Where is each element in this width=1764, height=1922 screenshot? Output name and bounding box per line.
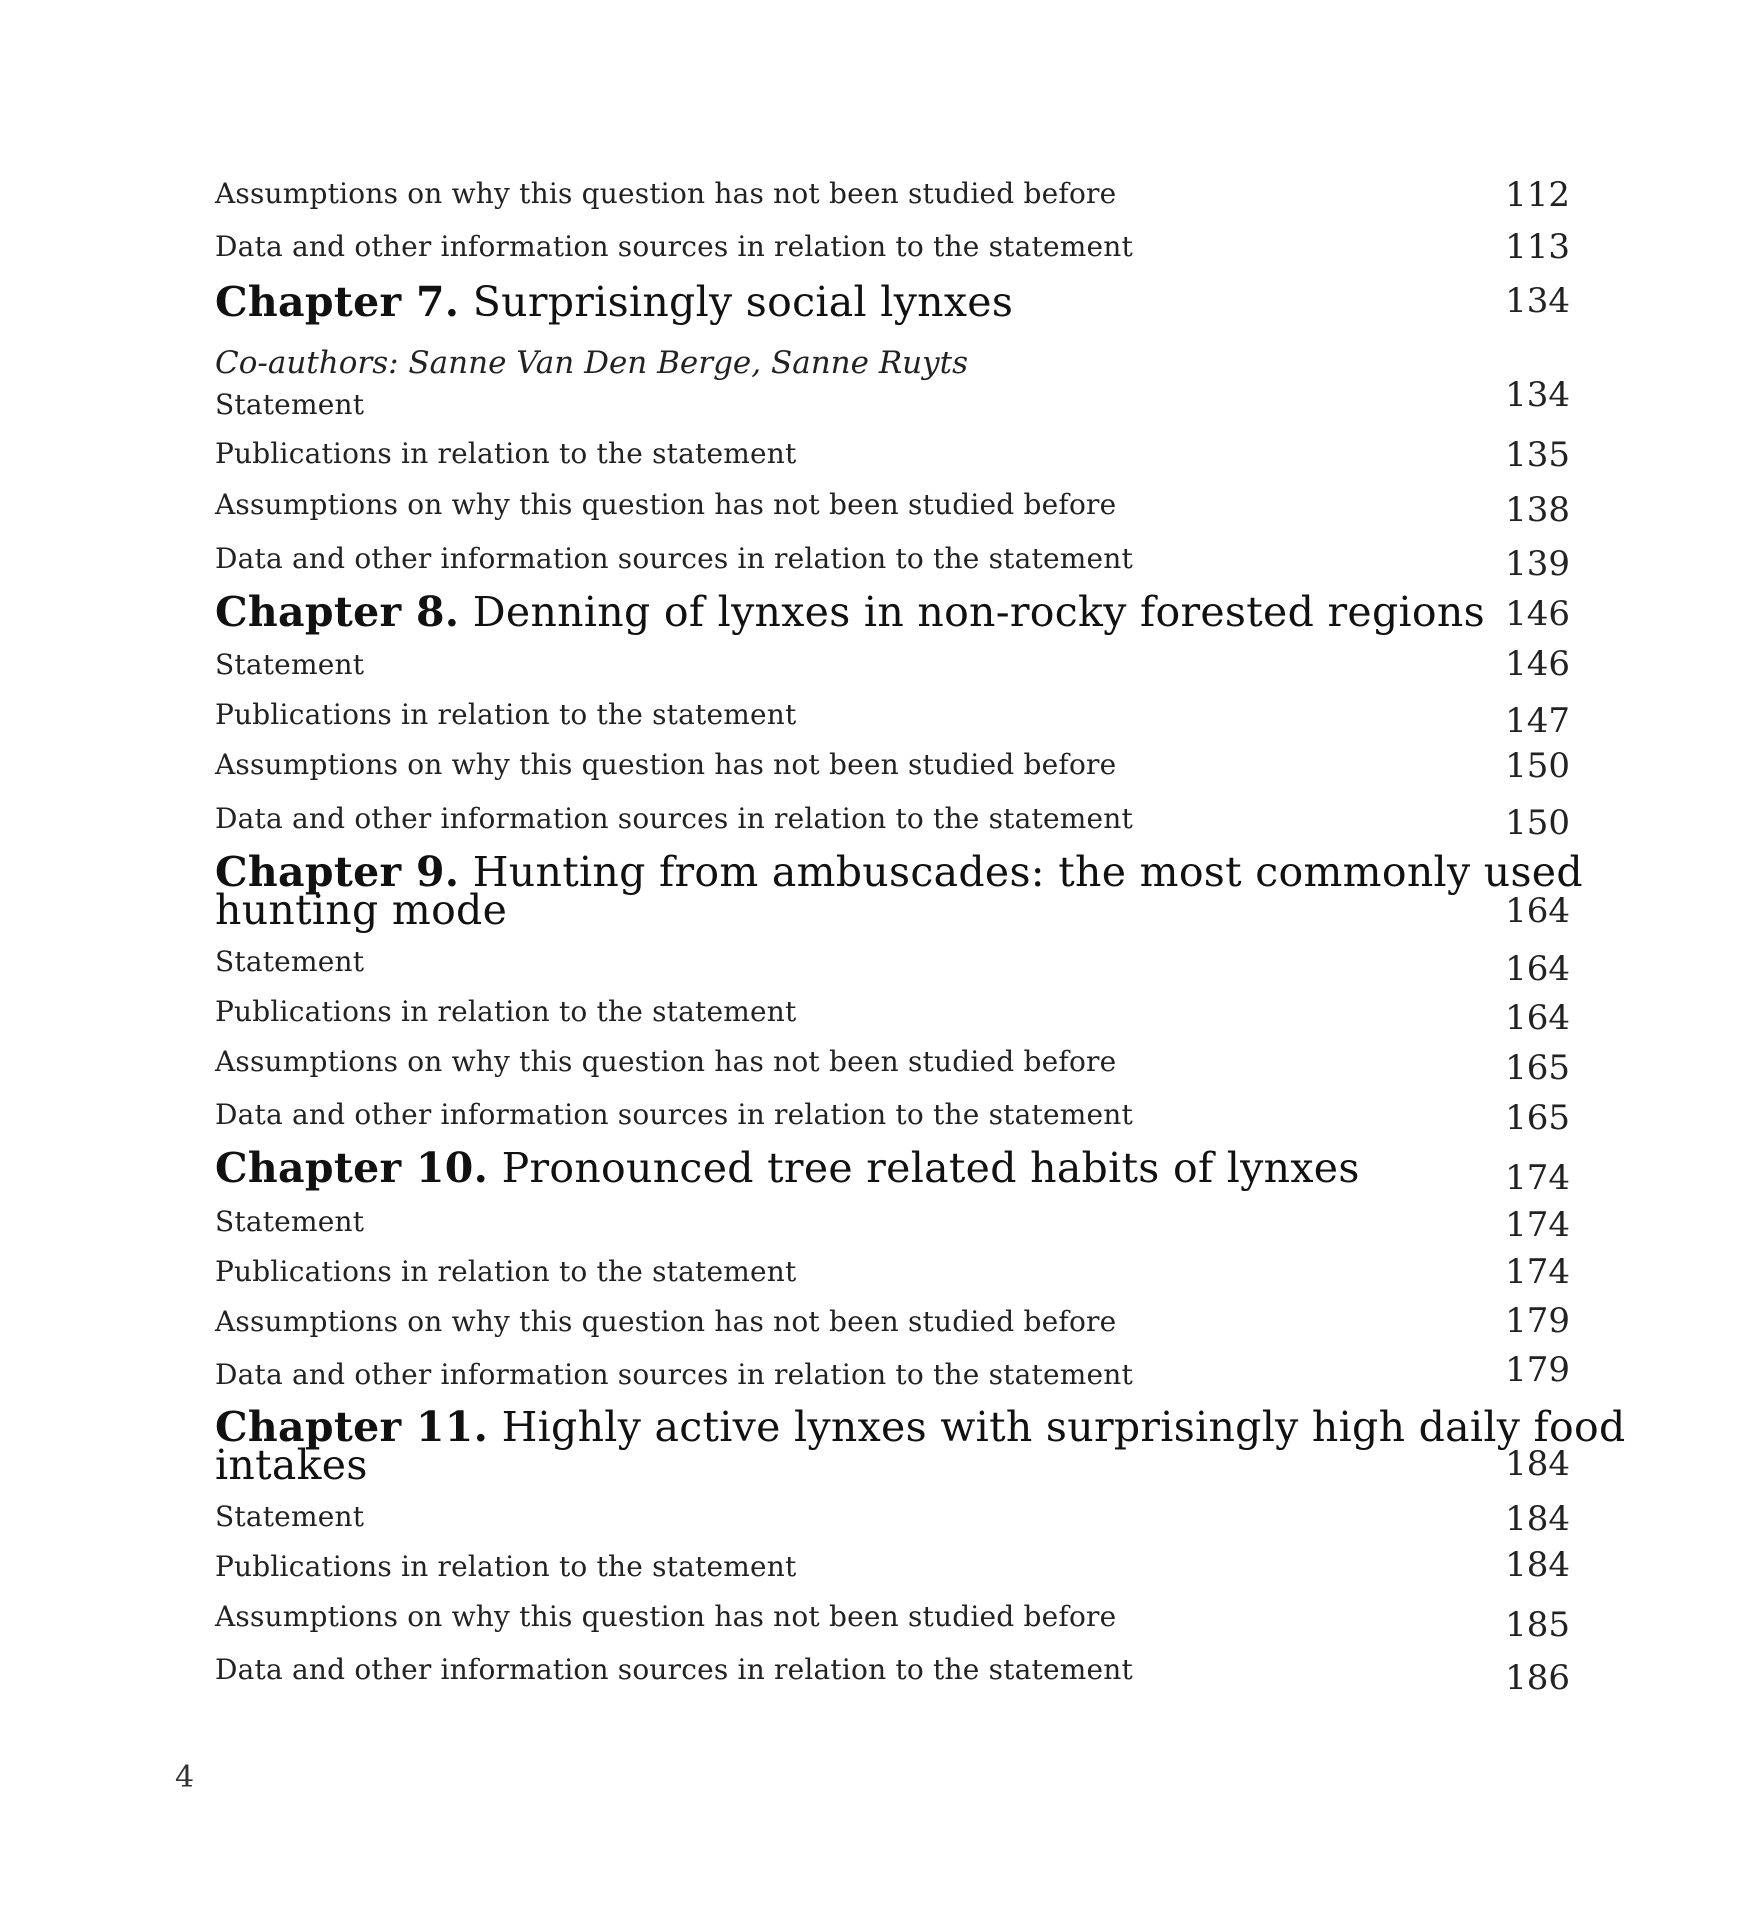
chapter-11-page: 184 [1505,1444,1570,1484]
chapter-11-heading [215,1403,1626,1451]
toc-entry-label: Publications in relation to the statement [215,995,797,1028]
toc-entry-label: Publications in relation to the statement [215,437,797,470]
chapter-9-page: 164 [1505,891,1570,931]
chapter-title: Highly active lynxes with surprisingly high daily food [501,1403,1626,1451]
toc-entry-label: Statement [215,1205,365,1238]
chapter-8-page: 146 [1505,594,1570,634]
toc-entry-page: 139 [1505,544,1570,584]
toc-entry-page: 150 [1505,803,1570,843]
chapter-10-heading [215,1144,1360,1192]
toc-entry-page: 164 [1505,949,1570,989]
toc-entry-page: 179 [1505,1350,1570,1390]
toc-entry-page: 112 [1505,175,1570,215]
toc-entry-label: Assumptions on why this question has not been studied before [215,1305,1117,1338]
toc-entry-label: Publications in relation to the statement [215,698,797,731]
toc-entry-page: 135 [1505,435,1570,475]
toc-entry-label: Assumptions on why this question has not been studied before [215,1600,1117,1633]
chapter-number: Chapter 10. [215,1144,489,1192]
toc-entry-label: Assumptions on why this question has not been studied before [215,748,1117,781]
chapter-title: Denning of lynxes in non-rocky forested regions [472,588,1485,636]
toc-entry-label: Assumptions on why this question has not been studied before [215,177,1117,210]
chapter-9-heading-cont: hunting mode [215,886,508,934]
chapter-8-heading [215,588,1485,636]
toc-entry-page: 174 [1505,1252,1570,1292]
toc-entry-label: Data and other information sources in relation to the statement [215,542,1133,575]
toc-entry-label: Data and other information sources in relation to the statement [215,1653,1133,1686]
toc-entry-label: Publications in relation to the statement [215,1550,797,1583]
chapter-7-page: 134 [1505,281,1570,321]
chapter-number: Chapter 7. [215,278,460,326]
page-number: 4 [175,1760,195,1795]
toc-entry-page: 179 [1505,1301,1570,1341]
chapter-number: Chapter 9. [215,848,460,896]
toc-entry-page: 138 [1505,490,1570,530]
chapter-10-page: 174 [1505,1158,1570,1198]
chapter-7-coauthors: Co-authors: Sanne Van Den Berge, Sanne Ruyts [215,345,969,381]
toc-entry-page: 164 [1505,998,1570,1038]
toc-entry-page: 184 [1505,1499,1570,1539]
toc-entry-label: Statement [215,388,365,421]
toc-entry-page: 147 [1505,701,1570,741]
toc-entry-label: Assumptions on why this question has not been studied before [215,488,1117,521]
toc-entry-page: 134 [1505,375,1570,415]
toc-entry-label: Publications in relation to the statement [215,1255,797,1288]
toc-entry-page: 174 [1505,1205,1570,1245]
toc-entry-page: 150 [1505,746,1570,786]
toc-entry-label: Assumptions on why this question has not been studied before [215,1045,1117,1078]
toc-entry-page: 146 [1505,644,1570,684]
toc-entry-page: 186 [1505,1658,1570,1698]
toc-entry-page: 165 [1505,1098,1570,1138]
chapter-title: Pronounced tree related habits of lynxes [501,1144,1360,1192]
toc-entry-label: Statement [215,945,365,978]
chapter-title: Hunting from ambuscades: the most commonly used [472,848,1583,896]
chapter-7-heading [215,278,1014,326]
toc-entry-label: Data and other information sources in relation to the statement [215,1098,1133,1131]
chapter-number: Chapter 8. [215,588,460,636]
toc-entry-page: 184 [1505,1545,1570,1585]
toc-entry-page: 185 [1505,1605,1570,1645]
toc-entry-label: Data and other information sources in relation to the statement [215,230,1133,263]
toc-entry-label: Data and other information sources in relation to the statement [215,1358,1133,1391]
toc-entry-page: 165 [1505,1048,1570,1088]
chapter-number: Chapter 11. [215,1403,489,1451]
toc-entry-label: Data and other information sources in relation to the statement [215,802,1133,835]
toc-entry-label: Statement [215,648,365,681]
chapter-title: Surprisingly social lynxes [472,278,1014,326]
toc-entry-label: Statement [215,1500,365,1533]
toc-entry-page: 113 [1505,227,1570,267]
chapter-11-heading-cont: intakes [215,1441,368,1489]
